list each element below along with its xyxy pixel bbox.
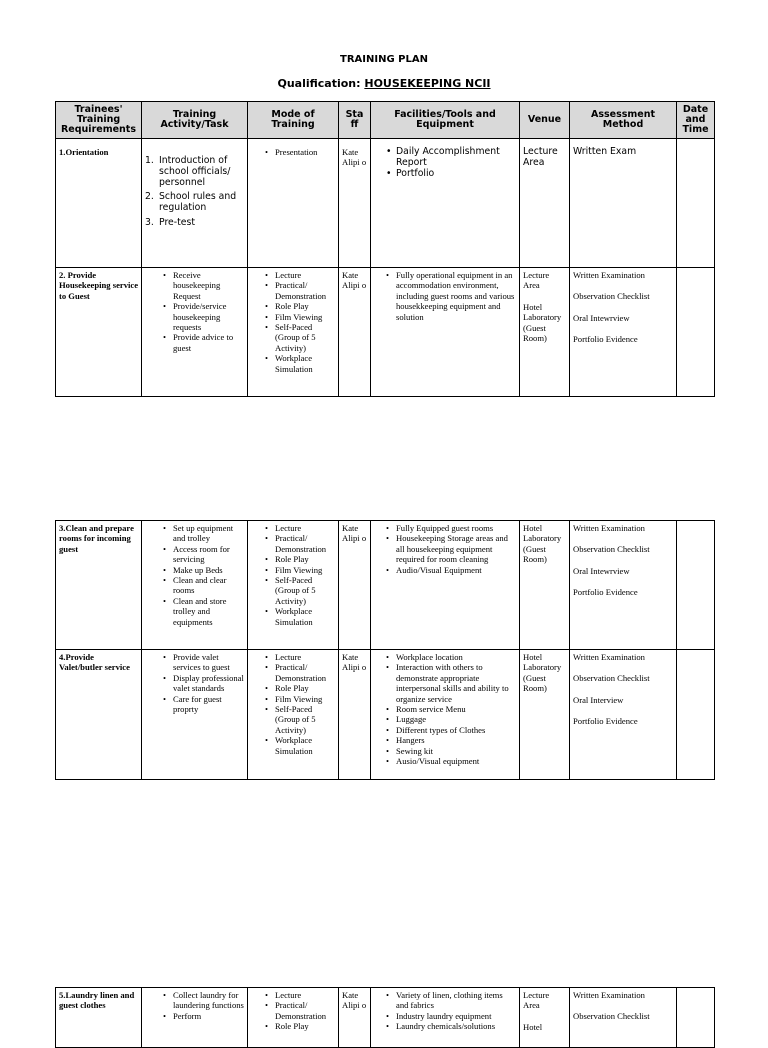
activity-list — [145, 156, 244, 229]
list-item: • Role Play — [265, 554, 335, 564]
activity-cell — [142, 268, 248, 397]
requirement-cell: 1.Orientation — [56, 139, 142, 268]
list-item: Introduction of school officials/ personnel — [159, 155, 231, 188]
list-item: • Luggage — [386, 714, 516, 724]
training-plan-table-3 — [55, 987, 715, 1048]
activity-cell — [142, 521, 248, 650]
venue-cell: Hotel Laboratory (Guest Room) — [520, 650, 570, 780]
list-item: • Set up equipment and trolley — [163, 523, 244, 544]
list-item: • Workplace Simulation — [265, 606, 335, 627]
col-header-mode: Mode of Training — [248, 102, 339, 139]
assessment-cell — [570, 650, 677, 780]
list-item: • Sewing kit — [386, 746, 516, 756]
requirement-cell: 2. Provide Housekeeping service to Guest — [56, 268, 142, 397]
date-cell — [677, 139, 715, 268]
assessment-line: Oral Interview — [573, 694, 624, 705]
list-item: • Practical/ Demonstration — [265, 662, 335, 683]
facilities-cell — [371, 650, 520, 780]
venue-cell: Hotel Laboratory (Guest Room) — [520, 521, 570, 650]
training-plan-table-2 — [55, 520, 715, 780]
assessment-line: Written Examination — [573, 523, 645, 533]
list-item: • Display professional valet standards — [163, 673, 244, 694]
date-cell — [677, 988, 715, 1048]
assessment-line: Observation Checklist — [573, 1011, 650, 1022]
list-item: • Different types of Clothes — [386, 725, 516, 735]
list-item: Pre-test — [159, 216, 195, 228]
table-row — [56, 650, 715, 780]
training-plan-table-1 — [55, 101, 715, 397]
table-header-row — [56, 102, 715, 139]
list-item: • Workplace Simulation — [265, 735, 335, 756]
activity-cell — [142, 139, 248, 268]
qualification-label: Qualification: — [277, 77, 365, 90]
list-item: • Film Viewing — [265, 312, 335, 322]
requirement-cell: 3.Clean and prepare rooms for incoming guest — [56, 521, 142, 650]
assessment-line: Portfolio Evidence — [573, 334, 638, 345]
list-item: • Workplace location — [386, 652, 516, 662]
table-row — [56, 521, 715, 650]
list-item: • Collect laundry for laundering functions — [163, 990, 244, 1011]
staff-cell: Kate Alipi o — [339, 650, 371, 780]
list-item: • Fully Equipped guest rooms — [386, 523, 516, 533]
col-header-date: Date and Time — [677, 102, 715, 139]
list-item: • Fully operational equipment in an accommodation environment, including guest rooms and various housekkeeping equipment and solution — [386, 270, 516, 322]
assessment-line: Observation Checklist — [573, 291, 650, 302]
list-item: • Portfolio — [386, 169, 516, 180]
list-item: • Workplace Simulation — [265, 353, 335, 374]
assessment-cell: Written Exam — [570, 139, 677, 268]
list-item: • Lecture — [265, 270, 335, 280]
col-header-requirements: Trainees' Training Requirements — [56, 102, 142, 139]
list-item: • Daily Accomplishment Report — [386, 147, 516, 169]
list-item: • Room service Menu — [386, 704, 516, 714]
col-header-staff: Sta ff — [339, 102, 371, 139]
mode-cell — [248, 139, 339, 268]
assessment-line: Oral Intewrview — [573, 565, 630, 576]
table-row — [56, 268, 715, 397]
venue-line: Lecture Area — [523, 990, 550, 1011]
col-header-assessment: Assessment Method — [570, 102, 677, 139]
list-item: • Make up Beds — [163, 565, 244, 575]
list-item: School rules and regulation — [159, 191, 237, 214]
assessment-line: Observation Checklist — [573, 673, 650, 684]
venue-line: Hotel — [523, 1021, 543, 1032]
list-item: • Provide/service housekeeping requests — [163, 301, 244, 332]
assessment-line: Portfolio Evidence — [573, 716, 638, 727]
activity-cell — [142, 988, 248, 1048]
venue-cell — [520, 988, 570, 1048]
date-cell — [677, 521, 715, 650]
table-row — [56, 988, 715, 1048]
list-item: • Lecture — [265, 652, 335, 662]
list-item: • Provide advice to guest — [163, 332, 244, 353]
list-item: • Practical/ Demonstration — [265, 280, 335, 301]
activity-cell — [142, 650, 248, 780]
staff-cell: Kate Alipi o — [339, 988, 371, 1048]
staff-cell: Kate Alipi o — [339, 139, 371, 268]
venue-cell: Lecture Area — [520, 139, 570, 268]
venue-cell — [520, 268, 570, 397]
venue-line: Hotel Laboratory (Guest Room) — [523, 301, 562, 344]
list-item: • Self-Paced (Group of 5 Activity) — [265, 704, 335, 735]
date-cell — [677, 650, 715, 780]
facilities-cell — [371, 521, 520, 650]
requirement-cell: 5.Laundry linen and guest clothes — [56, 988, 142, 1048]
list-item: • Role Play — [265, 683, 335, 693]
assessment-line: Observation Checklist — [573, 544, 650, 555]
list-item: • Film Viewing — [265, 694, 335, 704]
venue-line: Lecture Area — [523, 270, 550, 291]
assessment-cell — [570, 988, 677, 1048]
list-item: • Perform — [163, 1011, 244, 1021]
list-item: • Variety of linen, clothing items and fabrics — [386, 990, 516, 1011]
requirement-cell: 4.Provide Valet/butler service — [56, 650, 142, 780]
staff-cell: Kate Alipi o — [339, 268, 371, 397]
list-item: • Self-Paced (Group of 5 Activity) — [265, 575, 335, 606]
mode-cell — [248, 268, 339, 397]
staff-cell: Kate Alipi o — [339, 521, 371, 650]
col-header-venue: Venue — [520, 102, 570, 139]
mode-cell — [248, 650, 339, 780]
list-item: • Lecture — [265, 990, 335, 1000]
assessment-cell — [570, 268, 677, 397]
list-item: • Clean and clear rooms — [163, 575, 244, 596]
assessment-line: Portfolio Evidence — [573, 587, 638, 598]
mode-cell — [248, 988, 339, 1048]
list-item: • Audio/Visual Equipment — [386, 565, 516, 575]
list-item: • Access room for servicing — [163, 544, 244, 565]
table-row — [56, 139, 715, 268]
list-item: • Industry laundry equipment — [386, 1011, 516, 1021]
assessment-line: Oral Intewrview — [573, 312, 630, 323]
list-item: • Hangers — [386, 735, 516, 745]
list-item: • Lecture — [265, 523, 335, 533]
qualification-value: HOUSEKEEPING NCII — [364, 77, 491, 90]
list-item: • Practical/ Demonstration — [265, 1000, 335, 1021]
list-item: • Housekeeping Storage areas and all housekeeping equipment required for room cleaning — [386, 533, 516, 564]
list-item: • Receive housekeeping Request — [163, 270, 244, 301]
assessment-line: Written Examination — [573, 652, 645, 662]
list-item: • Self-Paced (Group of 5 Activity) — [265, 322, 335, 353]
assessment-line: Written Examination — [573, 270, 645, 280]
list-item: • Laundry chemicals/solutions — [386, 1021, 516, 1031]
list-item: • Clean and store trolley and equipments — [163, 596, 244, 627]
document-title: TRAINING PLAN — [340, 54, 428, 65]
list-item: • Interaction with others to demonstrate appropriate interpersonal skills and ability to organize service — [386, 662, 516, 704]
mode-cell — [248, 521, 339, 650]
list-item: • Role Play — [265, 1021, 335, 1031]
list-item: • Practical/ Demonstration — [265, 533, 335, 554]
col-header-facilities: Facilities/Tools and Equipment — [371, 102, 520, 139]
list-item: • Provide valet services to guest — [163, 652, 244, 673]
facilities-cell — [371, 988, 520, 1048]
list-item: • Presentation — [265, 147, 335, 157]
date-cell — [677, 268, 715, 397]
list-item: • Film Viewing — [265, 565, 335, 575]
list-item: • Role Play — [265, 301, 335, 311]
facilities-cell — [371, 139, 520, 268]
list-item: • Ausio/Visual equipment — [386, 756, 516, 766]
col-header-activity: Training Activity/Task — [142, 102, 248, 139]
qualification-line — [0, 77, 768, 90]
assessment-cell — [570, 521, 677, 650]
assessment-line: Written Examination — [573, 990, 645, 1000]
facilities-cell — [371, 268, 520, 397]
list-item: • Care for guest proprty — [163, 694, 244, 715]
